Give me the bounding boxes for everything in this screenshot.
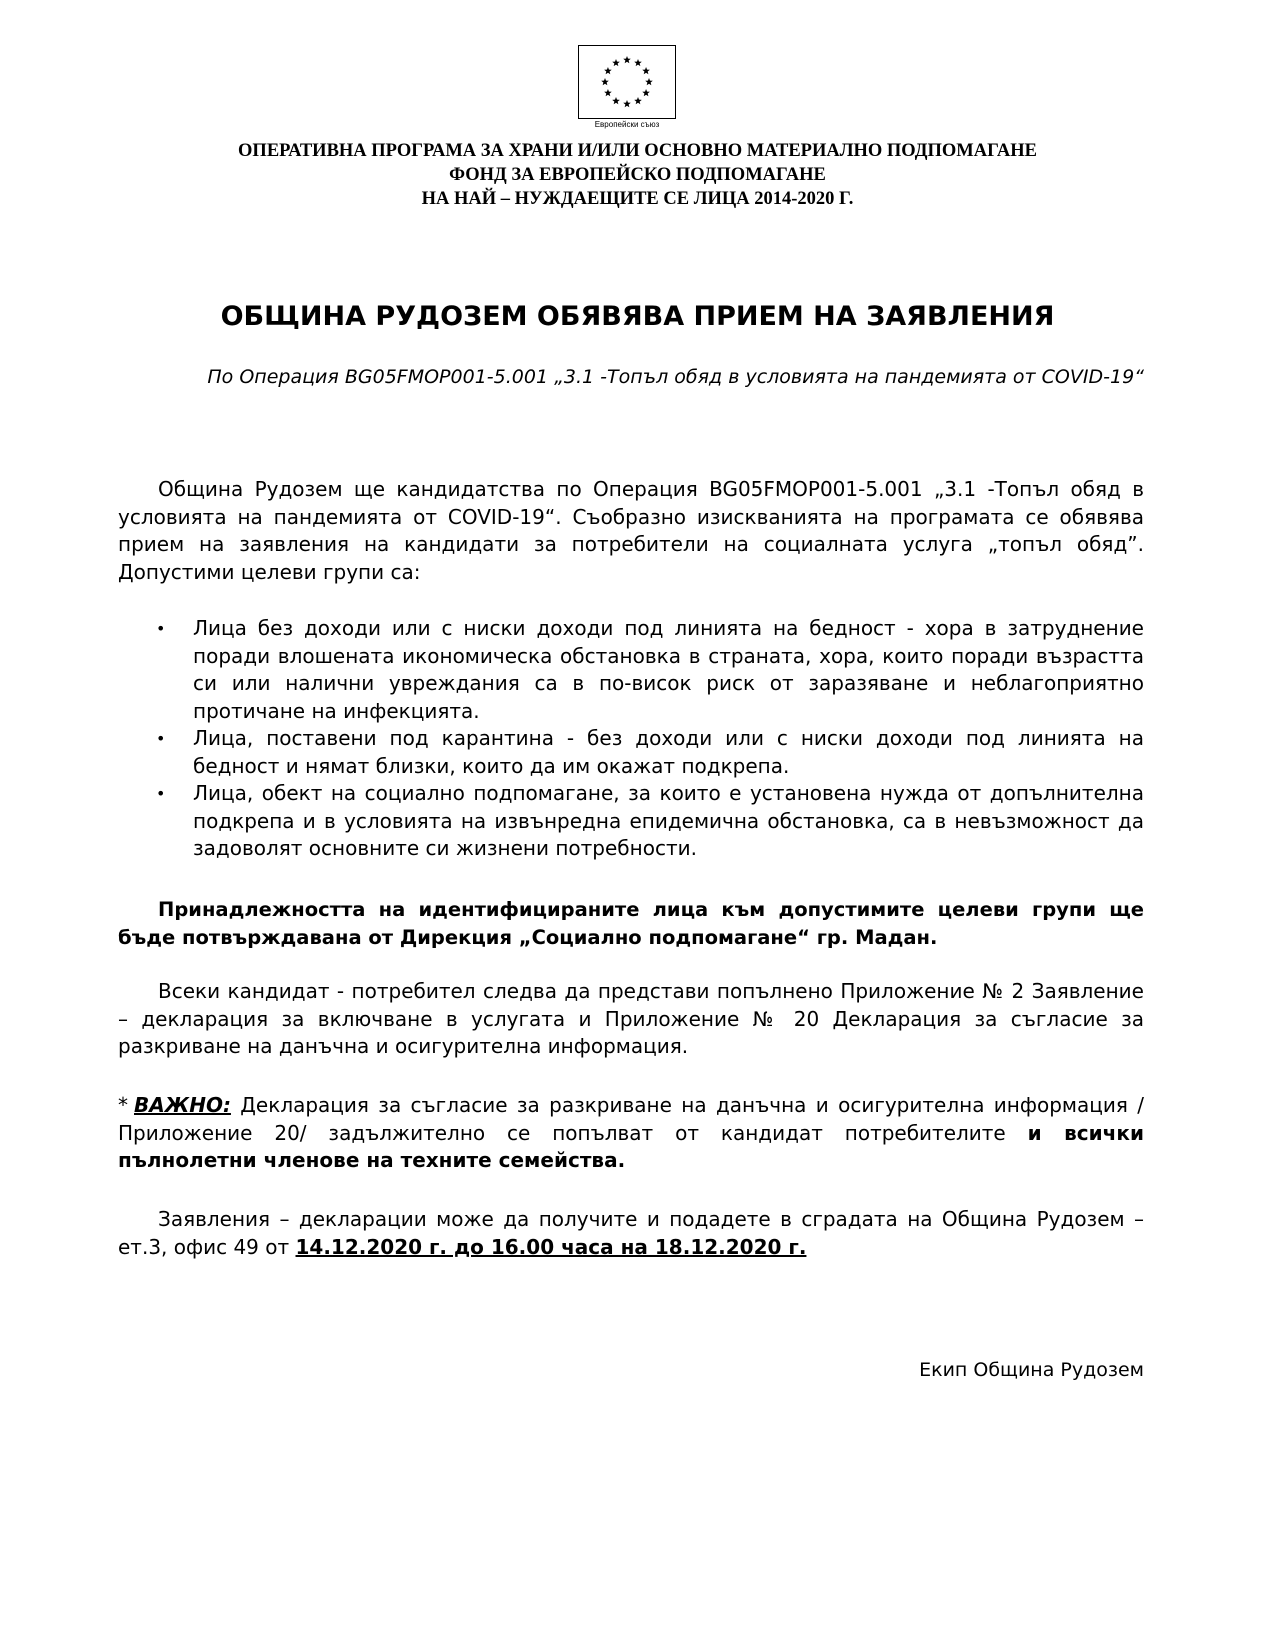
operation-subtitle: По Операция BG05FMOP001-5.001 „3.1 -Топъл обяд в условията на пандемията от COVID-19“ [207, 366, 1144, 388]
target-group-text: Лица, поставени под карантина - без доходи или с ниски доходи под линията на бедност и нямат близки, които да им окажат подкрепа. [193, 726, 1144, 778]
program-header-line-2: ФОНД ЗА ЕВРОПЕЙСКО ПОДПОМАГАНЕ [449, 165, 826, 185]
eu-caption: Европейски съюз [594, 120, 660, 129]
intro-paragraph: Община Рудозем ще кандидатства по Операция BG05FMOP001-5.001 „3.1 -Топъл обяд в условията на пандемията от COVID-19“. Съобразно изискванията на програмата се обявява прием на заявления на кандидати за потребители на социалната услуга „топъл обяд”. Допустими целеви групи са: [118, 477, 1144, 584]
submission-paragraph [118, 1206, 1144, 1261]
program-header-line-1: ОПЕРАТИВНА ПРОГРАМА ЗА ХРАНИ И/ИЛИ ОСНОВНО МАТЕРИАЛНО ПОДПОМАГАНЕ [238, 141, 1037, 161]
eu-star-icon [604, 67, 612, 74]
submission-text: Заявления – декларации може да получите и подадете в сградата на Община Рудозем – ет.3, офис 49 от [118, 1207, 1144, 1259]
target-groups-list [118, 615, 1144, 863]
bullet-icon: • [156, 784, 166, 803]
important-text: Декларация за съгласие за разкриване на данъчна и осигурителна информация /Приложение 20/ задължително се попълват от кандидат потребителите [118, 1093, 1144, 1145]
list-item [118, 725, 1144, 780]
program-header-line-3: НА НАЙ – НУЖДАЕЩИТЕ СЕ ЛИЦА 2014-2020 Г. [421, 189, 854, 209]
submission-dates: 14.12.2020 г. до 16.00 часа на 18.12.2020 г. [295, 1234, 807, 1259]
program-header [100, 139, 1175, 211]
eu-star-icon [623, 56, 631, 63]
eu-star-icon [612, 59, 620, 66]
page-title: ОБЩИНА РУДОЗЕМ ОБЯВЯВА ПРИЕМ НА ЗАЯВЛЕНИЯ [220, 301, 1055, 332]
eu-star-icon [623, 100, 631, 107]
bullet-icon: • [156, 729, 166, 748]
eu-star-icon [601, 78, 609, 85]
important-paragraph [118, 1092, 1144, 1175]
eu-star-icon [645, 78, 653, 85]
list-item [118, 615, 1144, 725]
eu-flag-icon [578, 45, 676, 119]
list-item [118, 780, 1144, 863]
eu-star-icon [634, 97, 642, 104]
candidate-paragraph: Всеки кандидат - потребител следва да представи попълнено Приложение № 2 Заявление – декларация за включване в услугата и Приложение № 20 Декларация за съгласие за разкриване на данъчна и осигурителна информация. [118, 979, 1144, 1058]
eu-star-icon [604, 89, 612, 96]
signature: Екип Община Рудозем [919, 1359, 1144, 1381]
important-bold-text: и всички пълнолетни членове на техните семейства. [118, 1120, 1144, 1172]
asterisk: * [118, 1093, 128, 1117]
eligibility-paragraph: Принадлежността на идентифицираните лица към допустимите целеви групи ще бъде потвърждавана от Дирекция „Социално подпомагане“ гр. Мадан. [118, 898, 1144, 949]
target-group-text: Лица, обект на социално подпомагане, за които е установена нужда от допълнителна подкрепа и в условията на извънредна епидемична обстановка, са в невъзможност да задоволят основните си жизнени потребности. [193, 781, 1144, 860]
eu-star-icon [642, 67, 650, 74]
target-group-text: Лица без доходи или с ниски доходи под линията на бедност - хора в затруднение поради влошената икономическа обстановка в страната, хора, които поради възрастта си или налични увреждания са в по-висок риск от заразяване и неблагоприятно протичане на инфекцията. [193, 616, 1144, 723]
important-label: ВАЖНО: [134, 1093, 231, 1117]
eu-star-icon [634, 59, 642, 66]
eu-logo [578, 45, 676, 133]
eu-star-icon [642, 89, 650, 96]
eu-star-icon [612, 97, 620, 104]
bullet-icon: • [156, 619, 166, 638]
